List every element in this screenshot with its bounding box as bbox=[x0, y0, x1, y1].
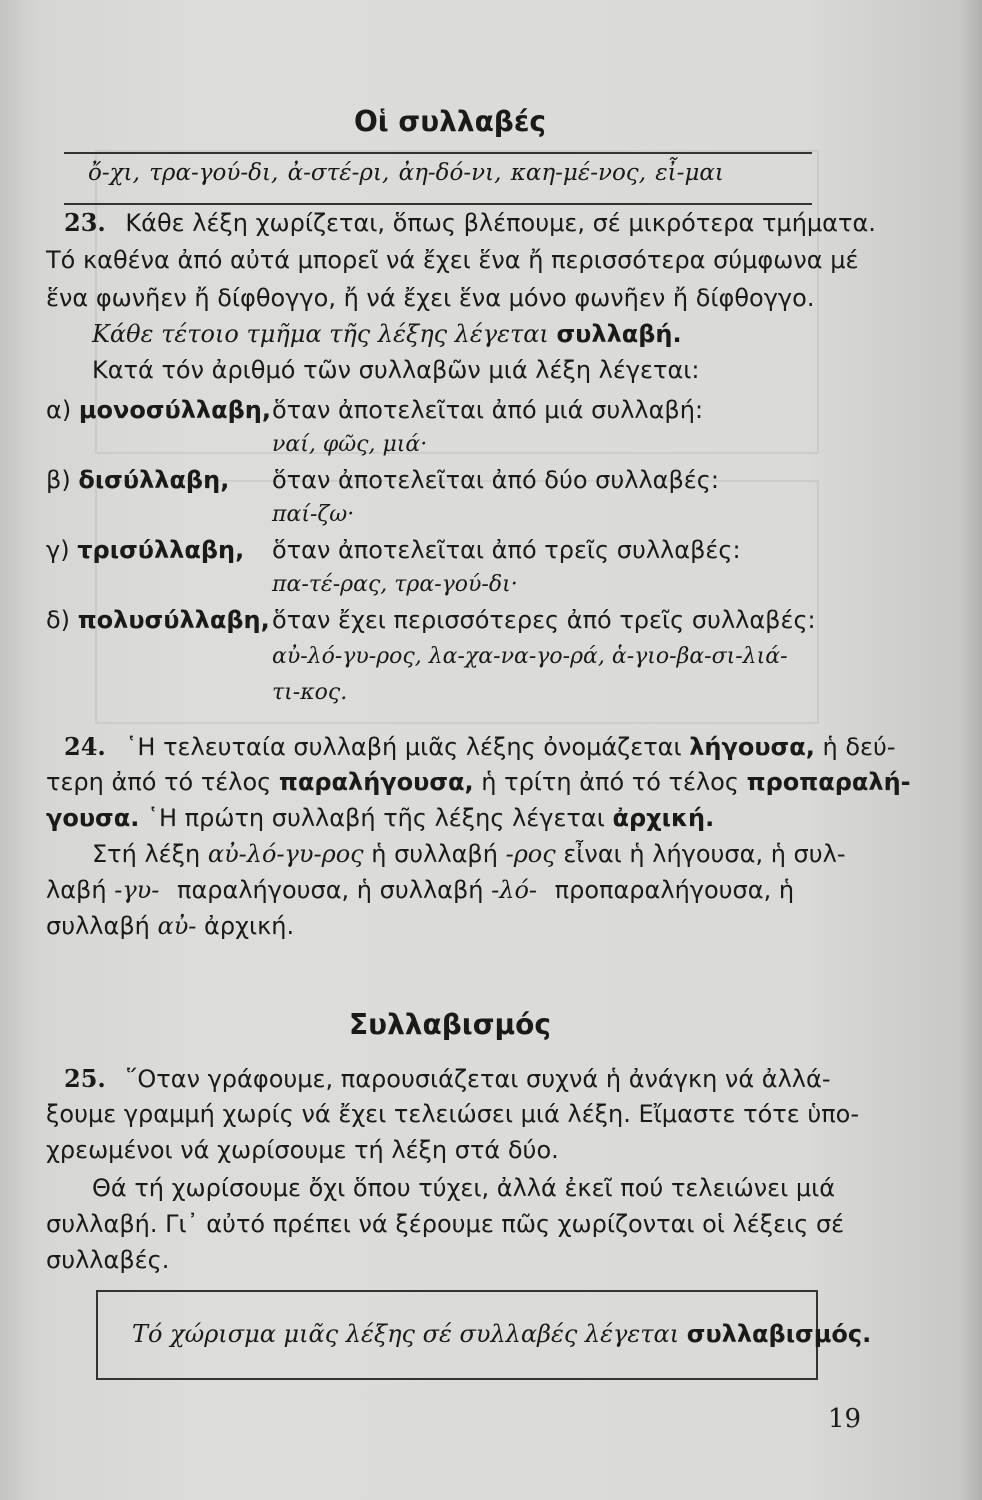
syllabification-definition: Τό χώρισμα μιᾶς λέξης σέ συλλαβές λέγεται συλλαβισμός. bbox=[132, 1320, 872, 1348]
list-item-polysyllabic: δ) πολυσύλλαβη, bbox=[46, 606, 270, 634]
paragraph-24-line-4: Στή λέξη αὐ-λό-γυ-ρος ἡ συλλαβή -ρος εἶναι ἡ λήγουσα, ἡ συλ- bbox=[92, 840, 846, 868]
example-monosyllabic: ναί, φῶς, μιά· bbox=[272, 432, 428, 457]
paragraph-24-line-5: λαβή -γυ- παραλήγουσα, ἡ συλλαβή -λό- προπαραλήγουσα, ἡ bbox=[46, 876, 795, 904]
term-penult: παραλήγουσα, bbox=[278, 768, 474, 796]
term-syllabification: συλλαβισμός. bbox=[686, 1320, 872, 1348]
example-polysyllabic-cont: τι-κος. bbox=[272, 680, 348, 705]
paragraph-25-line-1: 25. ῞Οταν γράφουμε, παρουσιάζεται συχνά ἡ ἀνάγκη νά ἀλλά- bbox=[64, 1064, 831, 1093]
example-trisyllabic: πα-τέ-ρας, τρα-γού-δι· bbox=[272, 572, 518, 597]
paragraph-24-line-1: 24. ῾Η τελευταία συλλαβή μιᾶς λέξης ὀνομάζεται λήγουσα, ἡ δεύ- bbox=[64, 732, 896, 761]
section-heading: Οἱ συλλαβές bbox=[353, 105, 547, 138]
syllable-examples: ὄ-χι, τρα-γού-δι, ἀ-στέ-ρι, ἀη-δό-νι, καη-μέ-νος, εἶ-μαι bbox=[88, 160, 724, 186]
term-antepenult: προπαραλή- bbox=[746, 768, 911, 796]
page-number: 19 bbox=[828, 1404, 862, 1434]
term-syllable: συλλαβή. bbox=[556, 320, 682, 348]
paragraph-23-line-3: ἕνα φωνῆεν ἤ δίφθογγο, ἤ νά ἔχει ἕνα μόνο φωνῆεν ἤ δίφθογγο. bbox=[46, 284, 815, 312]
bleed-through-box bbox=[95, 480, 819, 724]
paragraph-24-line-2: τερη ἀπό τό τέλος παραλήγουσα, ἡ τρίτη ἀπό τό τέλος προπαραλή- bbox=[46, 768, 911, 796]
paragraph-25-line-2: ξουμε γραμμή χωρίς νά ἔχει τελειώσει μιά λέξη. Εἴμαστε τότε ὑπο- bbox=[46, 1100, 860, 1128]
example-polysyllabic: αὐ-λό-γυ-ρος, λα-χα-να-γο-ρά, ἁ-γιο-βα-σι-λιά- bbox=[272, 644, 788, 669]
section-heading-syllabification: Συλλαβισμός bbox=[349, 1008, 551, 1041]
term-initial: ἀρχική. bbox=[612, 804, 715, 832]
syllable-definition: Κάθε τέτοιο τμῆμα τῆς λέξης λέγεται συλλαβή. bbox=[92, 320, 682, 348]
example-box-bottom-rule bbox=[64, 203, 812, 205]
paragraph-25-line-5: συλλαβή. Γι᾽ αὐτό πρέπει νά ξέρουμε πῶς χωρίζονται οἱ λέξεις σέ bbox=[46, 1210, 845, 1238]
paragraph-24-line-6: συλλαβή αὐ- ἀρχική. bbox=[46, 912, 295, 940]
paragraph-23-intro: Κατά τόν ἀριθμό τῶν συλλαβῶν μιά λέξη λέγεται: bbox=[92, 356, 700, 384]
paragraph-25-line-4: Θά τή χωρίσουμε ὄχι ὅπου τύχει, ἀλλά ἐκεῖ πού τελειώνει μιά bbox=[92, 1174, 836, 1202]
paragraph-number: 23. bbox=[64, 208, 106, 237]
paragraph-24-line-3: γουσα. ῾Η πρώτη συλλαβή τῆς λέξης λέγεται ἀρχική. bbox=[46, 804, 715, 832]
paragraph-23-line-1: 23. Κάθε λέξη χωρίζεται, ὅπως βλέπουμε, σέ μικρότερα τμήματα. bbox=[64, 208, 876, 237]
list-item-monosyllabic: α) μονοσύλλαβη, bbox=[46, 396, 271, 424]
list-item-trisyllabic: γ) τρισύλλαβη, bbox=[46, 536, 245, 564]
paragraph-number: 24. bbox=[64, 732, 106, 761]
paragraph-23-line-2: Τό καθένα ἀπό αὐτά μπορεῖ νά ἔχει ἕνα ἤ περισσότερα σύμφωνα μέ bbox=[46, 246, 859, 274]
paragraph-25-line-6: συλλαβές. bbox=[46, 1246, 170, 1274]
term-ultima: λήγουσα, bbox=[689, 733, 815, 761]
paragraph-number: 25. bbox=[64, 1064, 106, 1093]
list-item-disyllabic: β) δισύλλαβη, bbox=[46, 466, 230, 494]
example-disyllabic: παί-ζω· bbox=[272, 502, 355, 527]
paragraph-25-line-3: χρεωμένοι νά χωρίσουμε τή λέξη στά δύο. bbox=[46, 1136, 559, 1164]
example-box-top-rule bbox=[64, 152, 812, 154]
book-page: Οἱ συλλαβές ὄ-χι, τρα-γού-δι, ἀ-στέ-ρι, ἀη-δό-νι, καη-μέ-νος, εἶ-μαι 23. Κάθε λέξη χωρίζεται, ὅπως βλέπουμε, σέ μικρότερα τμήματα. Τό καθένα ἀπό αὐτά μπορεῖ νά ἔχει ἕνα ἤ περισσότερα σύμφωνα μέ ἕνα φωνῆεν ἤ δίφθογγο, ἤ νά ἔχει ἕνα μόνο φωνῆεν ἤ δίφθογγο. Κάθε τέτοιο τμῆμα τῆς λέξης λέγεται συλλαβή. Κατά τόν ἀριθμό τῶν συλλαβῶν μιά λέξη λέγεται: α) μονοσύλλαβη, ὅταν ἀποτελεῖται ἀπό μιά συλλαβή: ναί, φῶς, μιά· β) δισύλλαβη, ὅταν ἀποτελεῖται ἀπό δύο συλλαβές: παί-ζω· γ) τρισύλλαβη, ὅταν ἀποτελεῖται ἀπό τρεῖς συλλαβές: πα-τέ-ρας, τρα-γού-δι· δ) πολυσύλλαβη, ὅταν ἔχει περισσότερες ἀπό τρεῖς συλλαβές: αὐ-λό-γυ-ρος, λα-χα-να-γο-ρά, ἁ-γιο-βα-σι-λιά- τι-κος. 24. ῾Η τελευταία συλλαβή μιᾶς λέξης ὀνομάζεται λήγουσα, ἡ δεύ- τερη ἀπό τό τέλος παραλήγουσα, ἡ τρίτη ἀπό τό τέλος προπαραλή- γουσα. ῾Η πρώτη συλλαβή τῆς λέξης λέγεται ἀρχική. Στή λέξη αὐ-λό-γυ-ρος ἡ συλλαβή -ρος εἶναι ἡ λήγουσα, ἡ συλ- λαβή -γυ- παραλήγουσα, ἡ συλλαβή -λό- προπαραλήγουσα, ἡ συλλαβή αὐ- ἀρχική. Συλλαβισμός 25. ῞Οταν γράφουμε, παρουσιάζεται συχνά ἡ ἀνάγκη νά ἀλλά- ξουμε γραμμή χωρίς νά ἔχει τελειώσει μιά λέξη. Εἴμαστε τότε ὑπο- χρεωμένοι νά χωρίσουμε τή λέξη στά δύο. Θά τή χωρίσουμε ὄχι ὅπου τύχει, ἀλλά ἐκεῖ πού τελειώνει μιά συλλαβή. Γι᾽ αὐτό πρέπει νά ξέρουμε πῶς χωρίζονται οἱ λέξεις σέ συλλαβές. Τό χώρισμα μιᾶς λέξης σέ συλλαβές λέγεται συλλαβισμός. 19 bbox=[0, 0, 982, 1500]
